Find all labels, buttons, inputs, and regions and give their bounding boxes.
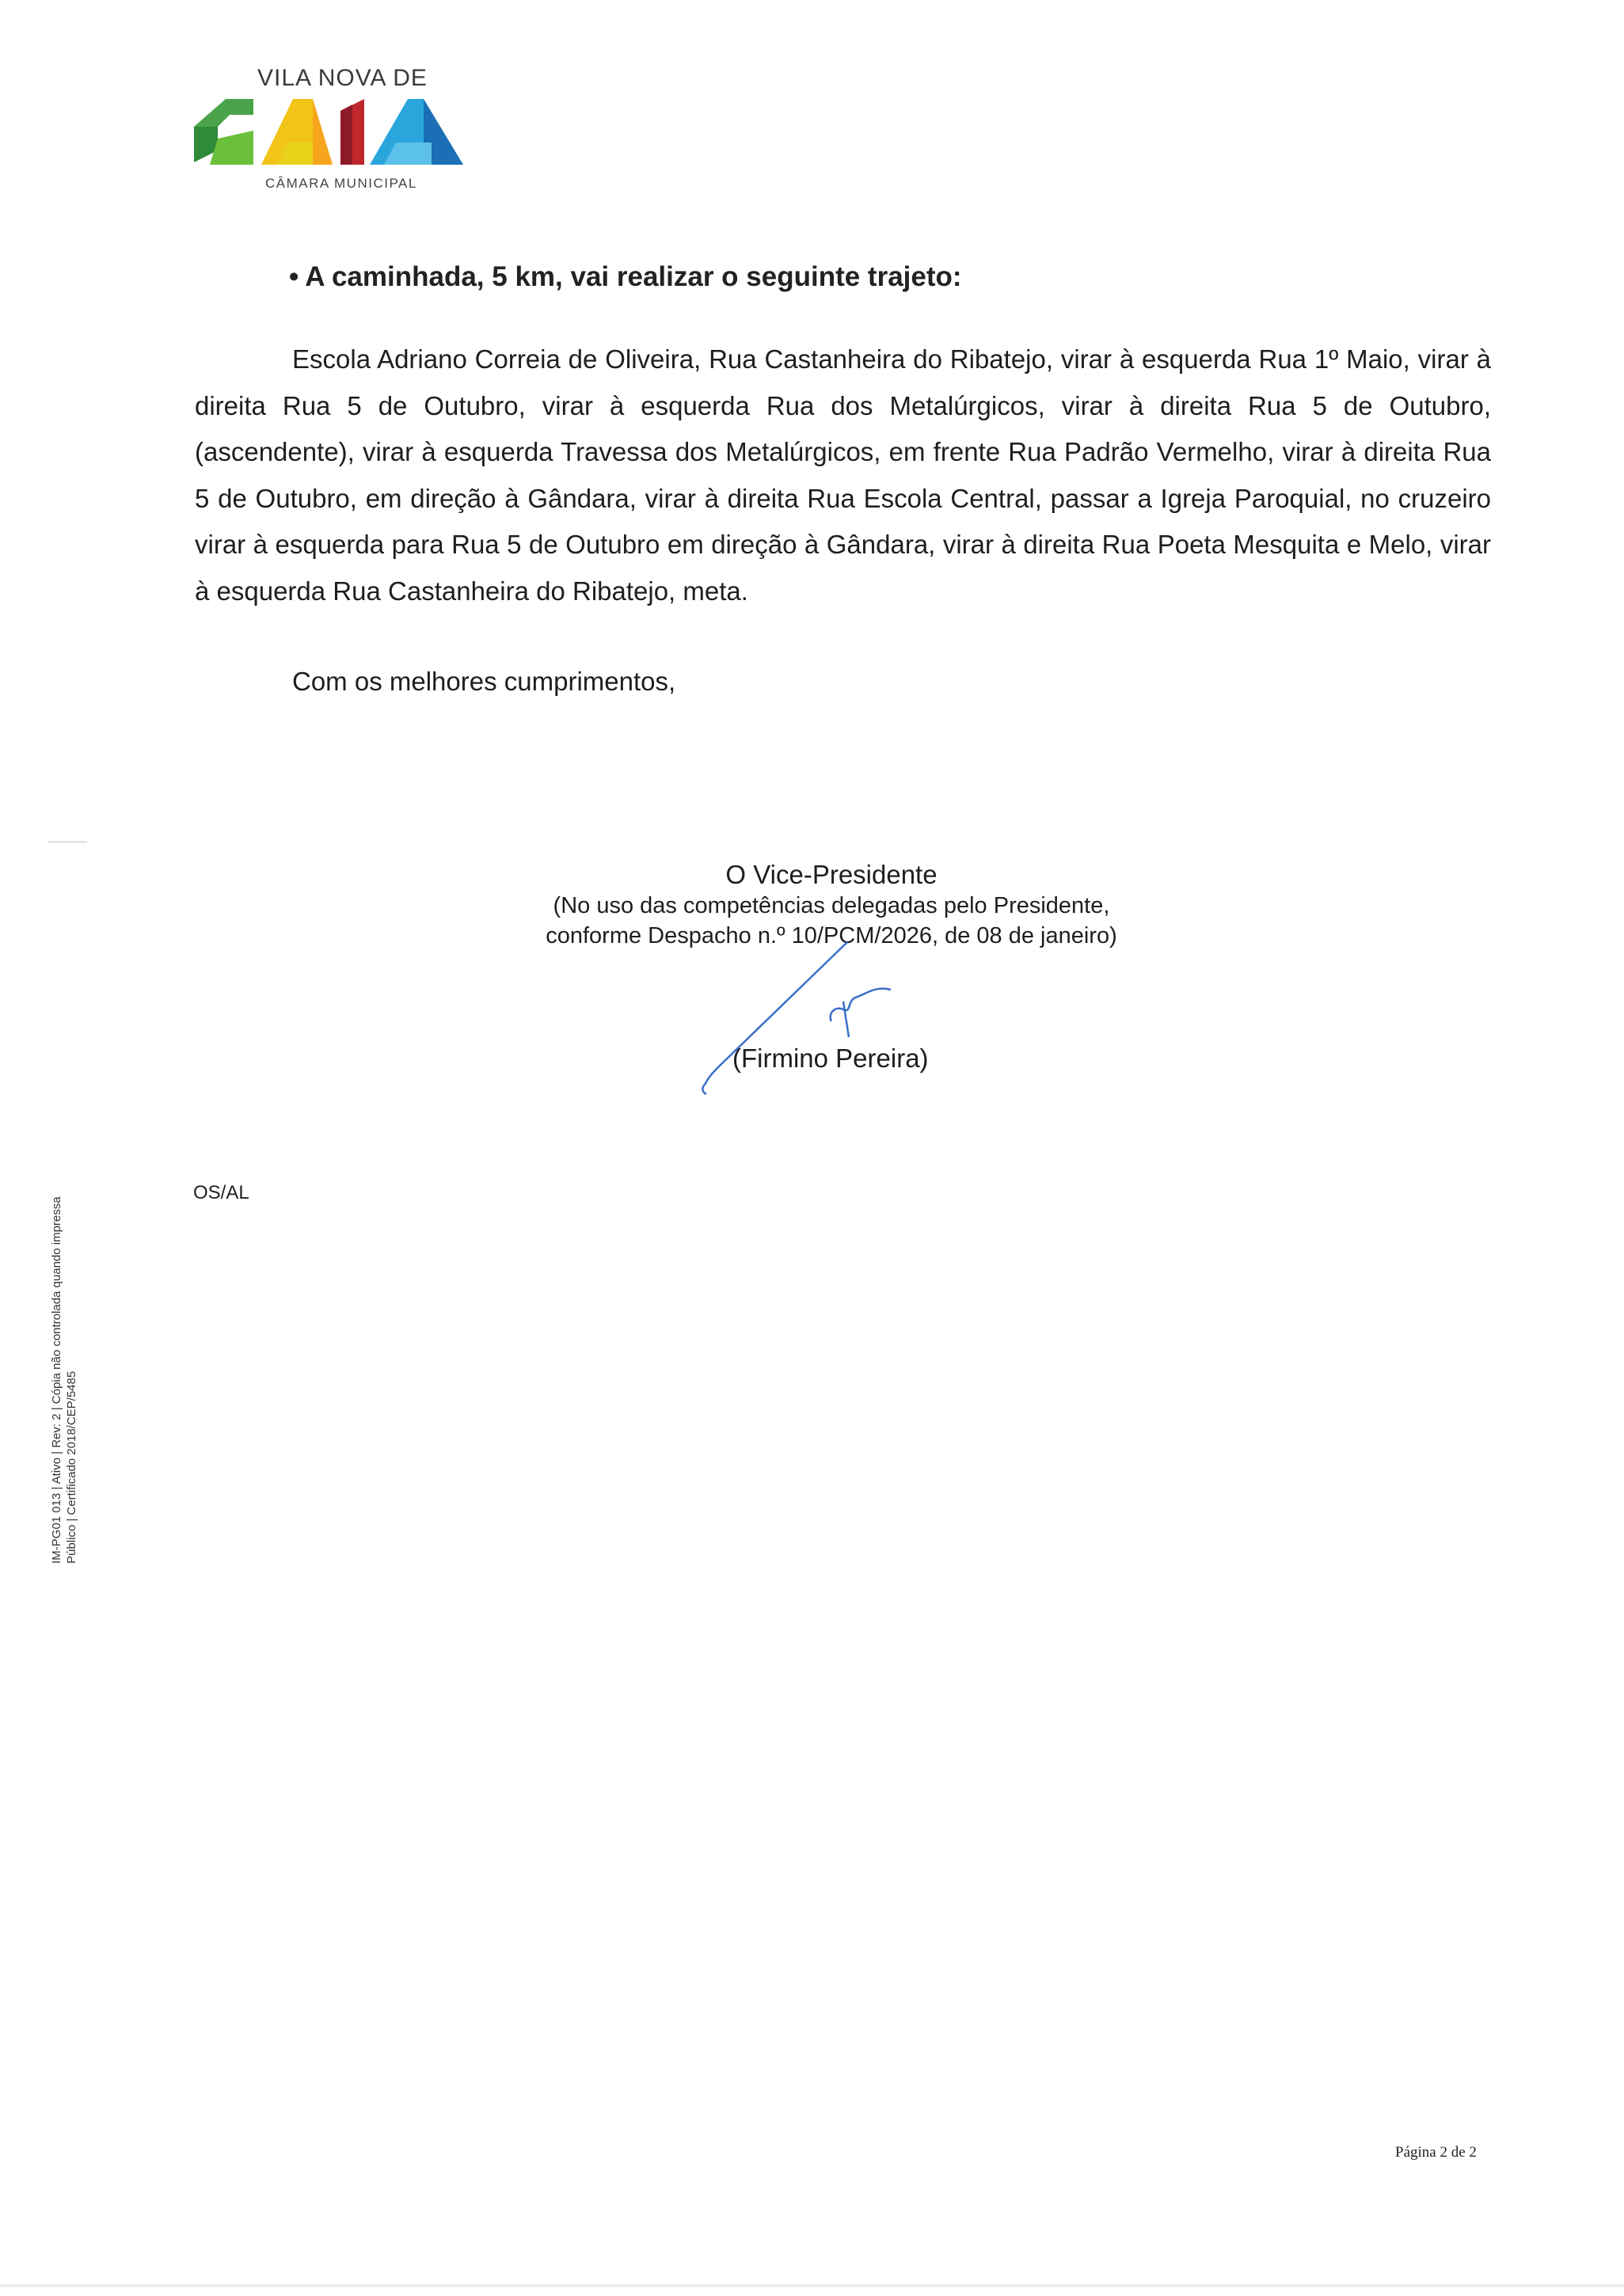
signatory-title: O Vice-Presidente (725, 860, 938, 889)
route-text: Escola Adriano Correia de Oliveira, Rua Castanheira do Ribatejo, virar à esquerda Rua 1º Maio, virar à direita Rua 5 de Outubro, virar à esquerda Rua dos Metalúrgicos, virar à direita Rua 5 de Outubro, (ascendente), virar à esquerda Travessa dos Metalúrgicos, em frente Rua Padrão Vermelho, virar à direita Rua 5 de Outubro, em direção à Gândara, virar à direita Rua Escola Central, passar a Igreja Paroquial, no cruzeiro virar à esquerda para Rua 5 de Outubro em direção à Gândara, virar à direita Rua Poeta Mesquita e Melo, virar à esquerda Rua Castanheira do Ribatejo, meta. (195, 344, 1491, 606)
handwritten-signature-icon (697, 926, 926, 1100)
delegation-line-2: conforme Despacho n.º 10/PCM/2026, de 08 de janeiro) (546, 923, 1117, 948)
section-heading (289, 261, 962, 293)
control-note-line-1: IM-PG01 013 | Ativo | Rev: 2 | Cópia não controlada quando impressa (50, 1196, 63, 1564)
bullet-icon: • (289, 261, 299, 292)
scan-artifact-left (48, 841, 87, 843)
route-paragraph (195, 336, 1491, 614)
signatory-name: (Firmino Pereira) (732, 1043, 929, 1073)
page-number: Página 2 de 2 (1395, 2144, 1477, 2161)
gaia-logo-icon (194, 95, 487, 166)
municipality-logo (194, 65, 495, 196)
delegation-line-1: (No uso das competências delegadas pelo Presidente, (553, 893, 1110, 918)
closing-salutation: Com os melhores cumprimentos, (292, 667, 676, 696)
logo-top-text: VILA NOVA DE (257, 65, 428, 91)
heading-text: A caminhada, 5 km, vai realizar o seguinte trajeto: (305, 261, 962, 292)
logo-bottom-text: CÂMARA MUNICIPAL (265, 176, 417, 191)
control-note-line-2: Público | Certificado 2018/CEP/5485 (65, 1370, 78, 1564)
document-reference: OS/AL (193, 1182, 249, 1203)
document-control-note (49, 1196, 79, 1564)
scan-artifact-bottom (0, 2284, 1624, 2287)
